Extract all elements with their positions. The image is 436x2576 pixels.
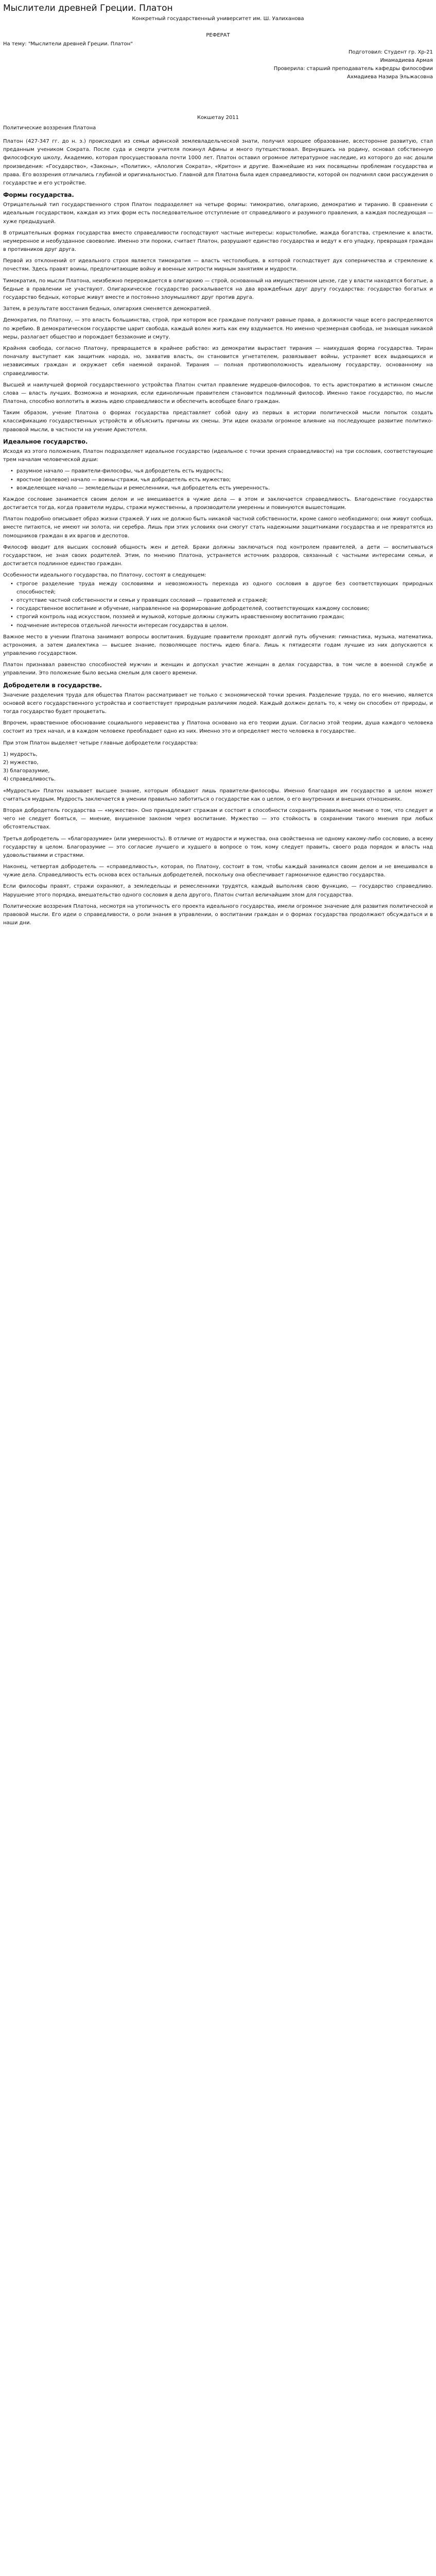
list-item: 2) мужество, bbox=[3, 760, 39, 766]
paragraph: Важное место в учении Платона занимают вопросы воспитания. Будущие правители проходят долгий путь обучения: гимнастика, музыка, математика, астрономия, а затем диалектика — высшее знание, позволяющее постичь идею блага. Лишь к пятидесяти годам лучшие из них допускаются к управлению государством. bbox=[3, 634, 433, 657]
paragraph: Демократия, по Платону, — это власть большинства, строй, при котором все граждане получают равные права, а должности чаще всего распределяются по жребию. В демократическом государстве царит свобода, каждый волен жить как ему вздумается. Но именно чрезмерная свобода, не знающая никакой меры, разлагает общество и порождает беззаконие и смуту. bbox=[3, 317, 433, 340]
paragraph: В отрицательных формах государства вместо справедливости господствуют частные интересы: корыстолюбие, жажда богатства, стремление к власти, неумеренное и необузданное своеволие. Именно эти пороки, считает Платон, разрушают единство государства и ведут к его упадку, превращая граждан в противников друг друга. bbox=[3, 230, 433, 253]
paragraph: Третья добродетель — «благоразумие» (или умеренность). В отличие от мудрости и мужества, она свойственна не одному какому-либо сословию, а всему государству в целом. Благоразумие — это согласие лучшего и худшего в вопросе о том, кому следует править, своего рода порядок и власть над удовольствиями и страстями. bbox=[3, 836, 433, 858]
paragraph: Платон признавал равенство способностей мужчин и женщин и допускал участие женщин в делах государства, в том числе в военной службе и управлении. Это положение было весьма смелым для своего времени. bbox=[3, 662, 433, 676]
paragraph: При этом Платон выделяет четыре главные добродетели государства: bbox=[3, 740, 198, 746]
paragraph: Если философы правят, стражи охраняют, а земледельцы и ремесленники трудятся, каждый выполняя свою функцию, — государство справедливо. Нарушение этого порядка, вмешательство одного сословия в дела другого, Платон считал величайшим злом для государства. bbox=[3, 884, 433, 898]
intro-paragraph: Платон (427-347 гг. до н. э.) происходил из семьи афинской землевладельческой знати, получил хорошее образование, всесторонне развитую, стал преданным учеником Сократа. После суда и смерти учителя покинул Афины и много путешествовал. Вернувшись на родину, основал собственную философскую школу, Академию, которая просуществовала почти 1000 лет. Платон оставил огромное литературное наследие, из которого до нас дошли произведения: «Государство», «Законы», «Политик», «Апология Сократа», «Критон» и другие. Важнейшие из них посвящены проблемам государства и права. Его воззрения отличались глубиной и оригинальностью. Главной для Платона была идея справедливости, которой он подчинял свои рассуждения о государстве и его устройстве. bbox=[3, 138, 433, 186]
paragraph: Наконец, четвертая добродетель — «справедливость», которая, по Платону, состоит в том, чтобы каждый занимался своим делом и не вмешивался в чужие дела. Справедливость есть основа всех остальных добродетелей, поскольку она обеспечивает гармоничное единство государства. bbox=[3, 864, 433, 878]
section-heading-forms: Формы государства. bbox=[3, 191, 74, 199]
list-item: 4) справедливость. bbox=[3, 776, 56, 783]
bullet-list bbox=[3, 467, 433, 493]
paragraph: «Мудростью» Платон называет высшее знание, которым обладают лишь правители-философы. Именно благодаря им государство в целом может считаться мудрым. Мудрость заключается в умении правильно заботиться о государстве как о целом, о его внутренних и внешних отношениях. bbox=[3, 788, 433, 802]
author-line: Подготовил: Студент гр. Хр-21 bbox=[348, 49, 433, 55]
table-of-contents bbox=[3, 124, 433, 132]
list-item: 1) мудрость, bbox=[3, 751, 38, 757]
list-item: • отсутствие частной собственности и семьи у правящих сословий — правителей и стражей; bbox=[16, 597, 433, 605]
paragraph: Таким образом, учение Платона о формах государства представляет собой одну из первых в истории политической мысли попыток создать классификацию государственных устройств и объяснить причины их смены. Эти идеи оказали огромное влияние на последующее развитие политико-правовой мысли, в частности на учение Аристотеля. bbox=[3, 410, 433, 433]
author-meta-block bbox=[3, 48, 433, 82]
list-item: • яростное (волевое) начало — воины-стражи, чья добродетель есть мужество; bbox=[16, 476, 433, 484]
page-title: Мыслители древней Греции. Платон bbox=[3, 3, 173, 13]
reviewer-line: Проверила: старший преподаватель кафедры философии bbox=[273, 66, 433, 72]
paragraph: Политические воззрения Платона, несмотря на утопичность его проекта идеального государства, имели огромное значение для развития политической и правовой мысли. Его идеи о справедливости, о роли знания в управлении, о воспитании граждан и о формах государства продолжают обсуждаться и в наши дни. bbox=[3, 903, 433, 926]
paragraph: Тимократия, по мысли Платона, неизбежно перерождается в олигархию — строй, основанный на имущественном цензе, где у власти находятся богатые, а бедные в правлении не участвуют. Олигархическое государство раскалывается на два враждебных друг другу государства: государство богатых и государство бедных, которые живут вместе и постоянно злоумышляют друг против друга. bbox=[3, 278, 433, 301]
paragraph: Исходя из этого положения, Платон подразделяет идеальное государство (идеальное с точки зрения справедливости) на три сословия, соответствующие трем началам человеческой души: bbox=[3, 448, 433, 463]
toc-item: Политические воззрения Платона bbox=[3, 125, 96, 131]
university-name: Конкретный государственный университет им. Ш. Уалиханова bbox=[132, 16, 304, 22]
paragraph: Отрицательный тип государственного строя Платон подразделяет на четыре формы: тимократию, олигархию, демократию и тиранию. В сравнении с идеальным государством, каждая из этих форм есть последовательное отступление от справедливого и разумного правления, а каждая последующая — хуже предыдущей. bbox=[3, 202, 433, 225]
essay-type-label: РЕФЕРАТ bbox=[206, 32, 230, 39]
list-item: 3) благоразумие, bbox=[3, 768, 50, 774]
section-heading-virtues: Добродетели в государстве. bbox=[3, 681, 102, 689]
paragraph: Особенности идеального государства, по Платону, состоят в следующем: bbox=[3, 572, 206, 579]
paragraph: Крайняя свобода, согласно Платону, превращается в крайнее рабство: из демократии вырастает тирания — наихудшая форма государства. Тиран поначалу выступает как защитник народа, но, захватив власть, он становится угнетателем, развязывает войны, устраняет всех выдающихся и независимых граждан и окружает себя наемной охраной. Тирания — полная противоположность идеальному государству, основанному на справедливости. bbox=[3, 345, 433, 377]
list-item: • государственное воспитание и обучение, направленное на формирование добродетелей, соответствующих каждому сословию; bbox=[16, 605, 433, 613]
list-item: • разумное начало — правители-философы, чья добродетель есть мудрость; bbox=[16, 467, 433, 476]
list-item: • вожделеющее начало — земледельцы и ремесленники, чья добродетель есть умеренность. bbox=[16, 484, 433, 493]
paragraph: Платон подробно описывает образ жизни стражей. У них не должно быть никакой частной собственности, кроме самого необходимого; они живут сообща, вместе питаются, не имеют ни золота, ни серебра. Лишь при этих условиях они смогут стать надежными защитниками государства и не превратятся из помощников граждан в их врагов и деспотов. bbox=[3, 516, 433, 539]
paragraph: Впрочем, нравственное обоснование социального неравенства у Платона основано на его теории души. Согласно этой теории, душа каждого человека состоит из трех начал, и в каждом человеке преобладает одно из них. Именно это и определяет место человека в государстве. bbox=[3, 720, 433, 735]
spacer bbox=[3, 132, 433, 138]
paragraph: Вторая добродетель государства — «мужество». Оно принадлежит стражам и состоит в способности сохранять правильное мнение о том, что следует и чего не следует бояться, — мнение, внушенное законом через воспитание. Мужество — это стойкость в сохранении такого мнения при любых обстоятельствах. bbox=[3, 807, 433, 831]
document-page bbox=[0, 0, 436, 936]
paragraph: Первой из отклонений от идеального строя является тимократия — власть честолюбцев, в которой господствует дух соперничества и стремление к почестям. Здесь правят воины, предпочитающие войну и военные хитрости мирным занятиям и мудрости. bbox=[3, 258, 433, 273]
reviewer-name: Ахмадиева Назира Эльжасовна bbox=[347, 74, 433, 80]
city-year: Кокшетау 2011 bbox=[197, 114, 239, 121]
bullet-list bbox=[3, 580, 433, 630]
section-heading-ideal: Идеальное государство. bbox=[3, 437, 88, 445]
paragraph: Затем, в результате восстания бедных, олигархия сменяется демократией. bbox=[3, 306, 211, 312]
numbered-list bbox=[3, 751, 433, 784]
paragraph: Философ вводит для высших сословий общность жен и детей. Браки должны заключаться под контролем правителей, а дети — воспитываться государством, не зная своих родителей. Этим, по мнению Платона, устраняется источник раздоров, связанный с частными интересами семьи, и достигается подлинное единство граждан. bbox=[3, 544, 433, 567]
list-item: • строгий контроль над искусством, поэзией и музыкой, которые должны служить нравственному воспитанию граждан; bbox=[16, 613, 433, 621]
spacer bbox=[3, 82, 433, 114]
list-item: • строгое разделение труда между сословиями и невозможность перехода из одного сословия в другое без соответствующих природных способностей; bbox=[16, 580, 433, 597]
essay-topic: На тему: "Мыслители древней Греции. Платон" bbox=[3, 41, 133, 47]
author-name: Имамадиева Армая bbox=[380, 58, 433, 63]
paragraph: Каждое сословие занимается своим делом и не вмешивается в чужие дела — в этом и заключается справедливость. Благоденствие государства достигается тогда, когда правители мудры, стражи мужественны, а производители умеренны и повинуются вышестоящим. bbox=[3, 496, 433, 511]
list-item: • подчинение интересов отдельной личности интересам государства в целом. bbox=[16, 622, 433, 630]
paragraph: Значение разделения труда для общества Платон рассматривает не только с экономической точки зрения. Разделение труда, по его мнению, является основой всего государственного устройства и соответствует природным различиям людей. Каждый должен делать то, к чему он способен от природы, и тогда государство будет процветать. bbox=[3, 692, 433, 715]
paragraph: Высшей и наилучшей формой государственного устройства Платон считал правление мудрецов-философов, то есть аристократию в истинном смысле слова — власть лучших. Возможна и монархия, если единоличным правителем становится подлинный философ. Именно такое государство, по мысли Платона, способно воплотить в жизнь идею справедливости и обеспечить всеобщее благо граждан. bbox=[3, 382, 433, 405]
